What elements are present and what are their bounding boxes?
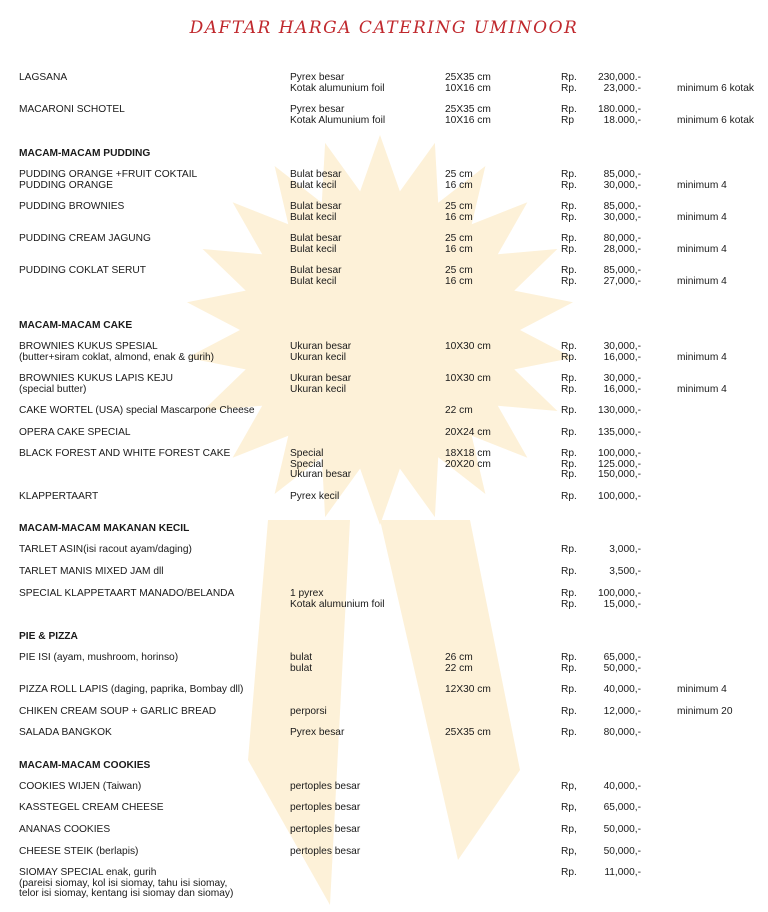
section-heading: MACAM-MACAM PUDDING bbox=[19, 148, 151, 159]
page-title: DAFTAR HARGA CATERING UMINOOR bbox=[189, 18, 579, 38]
item-currency: Rp. Rp. bbox=[561, 341, 577, 363]
item-note: minimum 4 bbox=[677, 275, 727, 287]
item-price: 40,000,- bbox=[603, 781, 641, 792]
item-name: TARLET MANIS MIXED JAM dll bbox=[19, 566, 164, 577]
item-price: 11,000,- bbox=[604, 867, 641, 878]
item-price: 100,000,- 125.000,- 150,000,- bbox=[597, 448, 641, 480]
item-currency: Rp. bbox=[561, 867, 577, 878]
item-size: 18X18 cm 20X20 cm bbox=[445, 448, 491, 470]
item-pack: Bulat besar Bulat kecil bbox=[290, 201, 342, 223]
item-currency: Rp. bbox=[561, 405, 577, 416]
item-currency: Rp. Rp. bbox=[561, 72, 577, 94]
item-note: minimum 4 bbox=[677, 179, 727, 191]
item-currency: Rp, bbox=[561, 824, 577, 835]
item-currency: Rp. bbox=[561, 427, 577, 438]
item-currency: Rp. Rp. bbox=[561, 373, 577, 395]
item-size: 12X30 cm bbox=[445, 684, 491, 695]
item-name: SIOMAY SPECIAL enak, gurih (pareisi siomay, kol isi siomay, tahu isi siomay, telor isi siomay, kentang isi siomay dan siomay) bbox=[19, 867, 234, 899]
item-pack: pertoples besar bbox=[290, 846, 361, 857]
item-price: 50,000,- bbox=[603, 824, 641, 835]
item-price: 135,000,- bbox=[597, 427, 641, 438]
item-pack: perporsi bbox=[290, 706, 327, 717]
item-price: 100,000,- 15,000,- bbox=[597, 588, 641, 610]
item-note: minimum 4 bbox=[677, 383, 727, 395]
item-note: minimum 20 bbox=[677, 706, 733, 717]
item-size: 25 cm 16 cm bbox=[445, 201, 473, 223]
item-note: minimum 6 kotak bbox=[677, 114, 754, 126]
item-pack: 1 pyrex Kotak alumunium foil bbox=[290, 588, 385, 610]
item-size: 22 cm bbox=[445, 405, 473, 416]
item-size: 25 cm 16 cm bbox=[445, 265, 473, 287]
item-size: 25 cm 16 cm bbox=[445, 233, 473, 255]
item-pack: Ukuran besar Ukuran kecil bbox=[290, 373, 352, 395]
item-size: 10X30 cm bbox=[445, 373, 491, 384]
item-size: 25 cm 16 cm bbox=[445, 169, 473, 191]
item-name: SPECIAL KLAPPETAART MANADO/BELANDA bbox=[19, 588, 235, 599]
item-currency: Rp. Rp. bbox=[561, 652, 577, 674]
item-price: 100,000,- bbox=[597, 491, 641, 502]
item-size: 10X30 cm bbox=[445, 341, 491, 352]
item-note: minimum 4 bbox=[677, 211, 727, 223]
item-pack: Pyrex besar bbox=[290, 727, 345, 738]
item-price: 80,000,- bbox=[603, 727, 641, 738]
item-pack: bulat bulat bbox=[290, 652, 313, 674]
item-price: 30,000,- 16,000,- bbox=[603, 341, 641, 363]
item-price: 230,000.- 23,000.- bbox=[597, 72, 641, 94]
item-price: 85,000,- 30,000,- bbox=[603, 169, 641, 191]
item-name: KASSTEGEL CREAM CHEESE bbox=[19, 802, 164, 813]
item-name: BROWNIES KUKUS LAPIS KEJU (special butter) bbox=[19, 373, 173, 395]
item-name: CHEESE STEIK (berlapis) bbox=[19, 846, 139, 857]
item-name: PIE ISI (ayam, mushroom, horinso) bbox=[19, 652, 179, 663]
item-pack: Ukuran besar Ukuran kecil bbox=[290, 341, 352, 363]
item-currency: Rp. Rp. Rp. bbox=[561, 448, 577, 480]
item-currency: Rp. bbox=[561, 706, 577, 717]
item-price: 80,000,- 28,000,- bbox=[603, 233, 641, 255]
item-size: 25X35 cm 10X16 cm bbox=[445, 104, 491, 126]
item-currency: Rp. bbox=[561, 491, 577, 502]
item-pack: Bulat besar Bulat kecil bbox=[290, 233, 342, 255]
item-name: COOKIES WIJEN (Taiwan) bbox=[19, 781, 142, 792]
item-pack: pertoples besar bbox=[290, 824, 361, 835]
item-currency: Rp. Rp. bbox=[561, 588, 577, 610]
item-currency: Rp, bbox=[561, 802, 577, 813]
item-currency: Rp. Rp. bbox=[561, 201, 577, 223]
item-note: minimum 6 kotak bbox=[677, 82, 754, 94]
section-heading: MACAM-MACAM COOKIES bbox=[19, 760, 151, 771]
item-price: 50,000,- bbox=[603, 846, 641, 857]
item-name: PIZZA ROLL LAPIS (daging, paprika, Bombay dll) bbox=[19, 684, 244, 695]
item-price: 3,500,- bbox=[609, 566, 641, 577]
item-name: BLACK FOREST AND WHITE FOREST CAKE bbox=[19, 448, 231, 459]
item-pack: pertoples besar bbox=[290, 802, 361, 813]
item-pack: pertoples besar bbox=[290, 781, 361, 792]
item-price: 12,000,- bbox=[603, 706, 641, 717]
item-pack: Pyrex besar Kotak Alumunium foil bbox=[290, 104, 386, 126]
item-size: 20X24 cm bbox=[445, 427, 491, 438]
item-currency: Rp, bbox=[561, 781, 577, 792]
item-size: 25X35 cm 10X16 cm bbox=[445, 72, 491, 94]
item-note: minimum 4 bbox=[677, 243, 727, 255]
item-name: PUDDING ORANGE +FRUIT COKTAIL PUDDING ORANGE bbox=[19, 169, 198, 191]
item-price: 3,000,- bbox=[609, 544, 641, 555]
item-currency: Rp. Rp bbox=[561, 104, 577, 126]
item-name: KLAPPERTAART bbox=[19, 491, 99, 502]
item-price: 65,000,- 50,000,- bbox=[603, 652, 641, 674]
item-currency: Rp, bbox=[561, 846, 577, 857]
item-pack: Pyrex kecil bbox=[290, 491, 340, 502]
item-currency: Rp. bbox=[561, 544, 577, 555]
item-currency: Rp. bbox=[561, 566, 577, 577]
item-pack: Special Special Ukuran besar bbox=[290, 448, 352, 480]
item-price: 85,000,- 30,000,- bbox=[603, 201, 641, 223]
item-price: 40,000,- bbox=[603, 684, 641, 695]
item-price: 85,000,- 27,000,- bbox=[603, 265, 641, 287]
item-currency: Rp. bbox=[561, 727, 577, 738]
section-heading: MACAM-MACAM MAKANAN KECIL bbox=[19, 523, 190, 534]
item-price: 180.000,- 18.000,- bbox=[597, 104, 641, 126]
item-currency: Rp. Rp. bbox=[561, 233, 577, 255]
item-name: CHIKEN CREAM SOUP + GARLIC BREAD bbox=[19, 706, 217, 717]
item-name: PUDDING CREAM JAGUNG bbox=[19, 233, 151, 244]
item-pack: Bulat besar Bulat kecil bbox=[290, 169, 342, 191]
section-heading: PIE & PIZZA bbox=[19, 631, 78, 642]
item-name: PUDDING COKLAT SERUT bbox=[19, 265, 146, 276]
item-currency: Rp. bbox=[561, 684, 577, 695]
item-name: LAGSANA bbox=[19, 72, 68, 83]
item-currency: Rp. Rp. bbox=[561, 169, 577, 191]
item-pack: Bulat besar Bulat kecil bbox=[290, 265, 342, 287]
item-note: minimum 4 bbox=[677, 684, 727, 695]
item-name: CAKE WORTEL (USA) special Mascarpone Cheese bbox=[19, 405, 255, 416]
item-name: PUDDING BROWNIES bbox=[19, 201, 125, 212]
item-price: 30,000,- 16,000,- bbox=[603, 373, 641, 395]
item-name: OPERA CAKE SPECIAL bbox=[19, 427, 131, 438]
item-size: 26 cm 22 cm bbox=[445, 652, 473, 674]
item-name: ANANAS COOKIES bbox=[19, 824, 111, 835]
item-price: 130,000,- bbox=[597, 405, 641, 416]
item-pack: Pyrex besar Kotak alumunium foil bbox=[290, 72, 385, 94]
item-size: 25X35 cm bbox=[445, 727, 491, 738]
item-currency: Rp. Rp. bbox=[561, 265, 577, 287]
section-heading: MACAM-MACAM CAKE bbox=[19, 320, 133, 331]
item-name: BROWNIES KUKUS SPESIAL (butter+siram coklat, almond, enak & gurih) bbox=[19, 341, 215, 363]
item-name: MACARONI SCHOTEL bbox=[19, 104, 125, 115]
item-name: TARLET ASIN(isi racout ayam/daging) bbox=[19, 544, 192, 555]
item-price: 65,000,- bbox=[603, 802, 641, 813]
item-name: SALADA BANGKOK bbox=[19, 727, 112, 738]
item-note: minimum 4 bbox=[677, 351, 727, 363]
